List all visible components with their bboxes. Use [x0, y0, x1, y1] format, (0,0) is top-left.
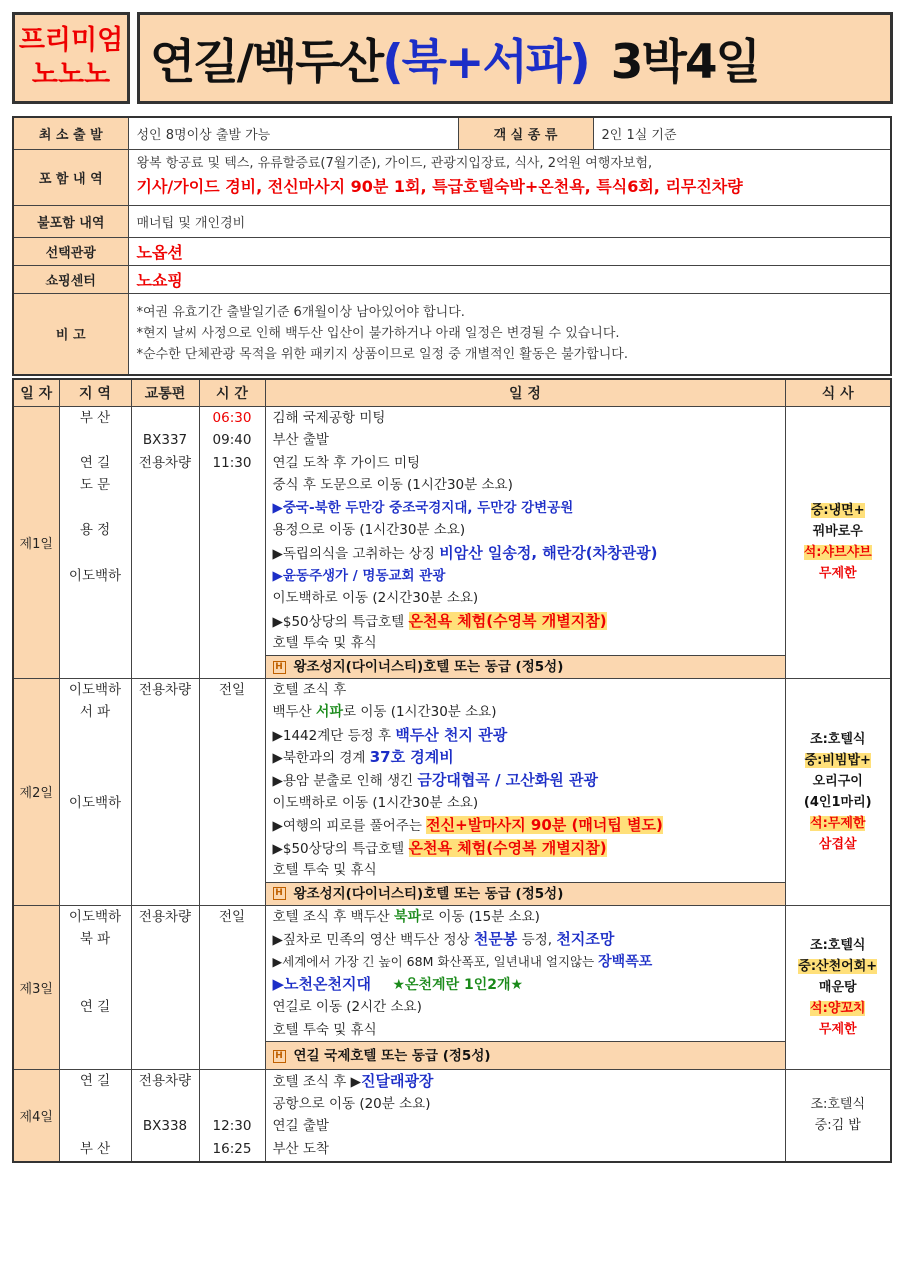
day1-meals: [785, 406, 891, 678]
itin-highlight: 천지조망: [556, 930, 615, 949]
shopping-value: 노쇼핑: [128, 265, 891, 293]
day4-itinerary: [265, 1070, 785, 1162]
time: 09:40: [212, 432, 252, 449]
itin-line: 용정으로 이동 (1시간30분 소요): [272, 522, 466, 539]
itin-highlight: ★온천계란 1인2개★: [392, 977, 524, 994]
title-part2: (북+서파): [382, 34, 589, 90]
day4-times: [199, 1070, 265, 1162]
day4-regions: [59, 1070, 131, 1162]
time: 11:30: [212, 454, 252, 471]
included-line1: 왕복 항공료 및 텍스, 유류할증료(7월기준), 가이드, 관광지입장료, 식사, 2억원 여행자보험,: [136, 156, 653, 171]
itin-line: 호텔 조식 후: [272, 681, 347, 698]
meal-line: 무제한: [818, 566, 857, 582]
itin-line: 호텔 투숙 및 휴식: [272, 1021, 377, 1038]
hotel-icon: H: [273, 887, 286, 900]
day1-transport: [131, 406, 199, 678]
itin-line: [266, 746, 785, 769]
itin-highlight: 백두산 천지 관광: [395, 725, 508, 744]
badge-line1: 프리미엄: [18, 25, 124, 56]
min-departure-value: 성인 8명이상 출발 가능: [128, 117, 458, 149]
region: 이도백하: [68, 794, 122, 811]
itin-line: [266, 906, 785, 929]
meal-line: 꿔바로우: [812, 524, 863, 540]
itin-line: 호텔 투숙 및 휴식: [272, 635, 377, 652]
time: 12:30: [212, 1118, 252, 1135]
excluded-value: 매너팁 및 개인경비: [128, 205, 891, 237]
itin-text: 백두산: [272, 704, 312, 721]
day3-times: [199, 905, 265, 1070]
meal-line: 매운탕: [818, 979, 857, 995]
itin-text: ▶용암 분출로 인해 생긴: [272, 773, 414, 789]
day3-row: [13, 905, 891, 1070]
itin-line: [266, 701, 785, 724]
region: 연 길: [79, 998, 111, 1015]
region: 연 길: [79, 454, 111, 471]
itin-text: ▶독립의식을 고취하는 상징: [272, 546, 435, 563]
meal-line: 석:무제한: [810, 815, 866, 831]
day4-row: [13, 1070, 891, 1162]
day4-label: 제4일: [13, 1070, 59, 1162]
region: 부 산: [79, 409, 111, 426]
itin-text: 로 이동 (15분 소요): [421, 908, 540, 925]
region: 부 산: [79, 1140, 111, 1157]
meal-line: 조:호텔식: [810, 731, 866, 747]
itin-highlight: 37호 경계비: [369, 748, 454, 767]
itin-text: 호텔 조식 후 백두산: [272, 908, 390, 925]
room-type-label: 객 실 종 류: [458, 117, 593, 149]
meal-line: 오리구이: [812, 773, 863, 789]
itin-text: ▶1442계단 등정 후: [272, 727, 392, 744]
day3-hotel: [266, 1041, 785, 1069]
day3-itinerary: [265, 905, 785, 1070]
itin-line: [266, 973, 785, 996]
schedule-table: [12, 378, 892, 1163]
min-departure-label: 최 소 출 발: [13, 117, 128, 149]
title-part3: 3박4일: [610, 34, 759, 90]
itin-text: ▶북한과의 경계: [272, 750, 366, 767]
meal-line: 중:비빔밥+: [804, 752, 871, 768]
itin-line: ▶중국-북한 두만강 중조국경지대, 두만강 강변공원: [272, 499, 574, 516]
itin-line: 이도백하로 이동 (2시간30분 소요): [272, 590, 479, 607]
itin-line: [266, 928, 785, 951]
header-time: 시 간: [199, 379, 265, 406]
itin-text: ▶짚차로 민족의 영산 백두산 정상: [272, 932, 470, 949]
transport: 전용차량: [138, 1073, 192, 1090]
header-meals: 식 사: [785, 379, 891, 406]
region: 이도백하: [68, 567, 122, 584]
region: 서 파: [79, 704, 111, 721]
itin-highlight: 진달래광장: [360, 1072, 434, 1091]
itin-line: 연길 도착 후 가이드 미팅: [272, 454, 421, 471]
note-line: *순수한 단체관광 목적을 위한 패키지 상품이므로 일정 중 개별적인 활동은 불가합니다.: [136, 347, 628, 363]
transport: 전용차량: [138, 908, 192, 925]
included-label: 포 함 내 역: [13, 149, 128, 205]
time: 전일: [218, 681, 246, 698]
day2-meals: [785, 678, 891, 905]
region: 용 정: [79, 522, 111, 539]
region: 북 파: [79, 931, 111, 948]
day2-row: [13, 678, 891, 905]
itin-highlight: 비암산 일송정, 해란강(차창관광): [439, 544, 658, 563]
hotel-name: 왕조성지(다이너스티)호텔 또는 동급 (정5성): [293, 659, 564, 676]
itin-line: 연길로 이동 (2시간 소요): [272, 998, 422, 1015]
optional-label: 선택관광: [13, 237, 128, 265]
day2-label: 제2일: [13, 678, 59, 905]
itin-highlight: 온천욕 체험(수영복 개별지참): [408, 838, 607, 857]
premium-badge: [12, 12, 130, 104]
meal-line: 중:산천어회+: [798, 958, 878, 974]
itin-line: 공항으로 이동 (20분 소요): [272, 1095, 431, 1112]
badge-line2: 노노노: [31, 59, 111, 90]
region: 이도백하: [68, 681, 122, 698]
meal-line: 중:냉면+: [810, 503, 865, 519]
day3-regions: [59, 905, 131, 1070]
day1-times: [199, 406, 265, 678]
notes-label: 비 고: [13, 293, 128, 375]
header-day: 일 자: [13, 379, 59, 406]
day1-hotel: [266, 655, 785, 678]
itin-line: ▶윤동주생가 / 명동교회 관광: [272, 567, 446, 584]
itin-line: 이도백하로 이동 (1시간30분 소요): [272, 794, 479, 811]
meal-line: 석:양꼬치: [810, 1000, 866, 1016]
region: 연 길: [79, 1073, 111, 1090]
day1-regions: [59, 406, 131, 678]
included-line2: 기사/가이드 경비, 전신마사지 90분 1회, 특급호텔숙박+온천욕, 특식6회, 리무진차량: [136, 177, 743, 196]
itin-line: 호텔 투숙 및 휴식: [272, 862, 377, 879]
transport: BX337: [142, 432, 188, 449]
itin-text: 로 이동 (1시간30분 소요): [342, 704, 497, 721]
itin-highlight: ▶노천온천지대: [272, 975, 371, 994]
transport: 전용차량: [138, 681, 192, 698]
transport: 전용차량: [138, 454, 192, 471]
itin-highlight: 천문봉: [473, 930, 518, 949]
itin-text: ▶세계에서 가장 긴 높이 68M 화산폭포, 일년내내 얼지않는: [272, 953, 595, 969]
day1-itinerary: [265, 406, 785, 678]
itin-text: 등정,: [521, 932, 553, 949]
hotel-icon: H: [273, 661, 286, 674]
meal-line: 중:김 밥: [814, 1118, 861, 1134]
title-part1: 연길/백두산: [150, 34, 383, 90]
day3-meals: [785, 905, 891, 1070]
itin-line: [266, 610, 785, 633]
itin-line: [266, 1070, 785, 1093]
note-line: *현지 날씨 사정으로 인해 백두산 입산이 불가하거나 아래 일정은 변경될 수 있습니다.: [136, 326, 620, 342]
day2-transport: [131, 678, 199, 905]
page-title: [137, 12, 893, 104]
itin-line: [266, 814, 785, 837]
info-table: [12, 116, 892, 376]
meal-line: 조:호텔식: [810, 1097, 866, 1113]
day4-transport: [131, 1070, 199, 1162]
transport: BX338: [142, 1118, 188, 1135]
itin-highlight: 장백폭포: [598, 953, 653, 970]
day2-hotel: [266, 882, 785, 905]
itin-highlight: 북파: [394, 908, 422, 925]
shopping-label: 쇼핑센터: [13, 265, 128, 293]
hotel-icon: H: [273, 1050, 286, 1063]
itin-line: [266, 724, 785, 747]
itin-line: 김해 국제공항 미팅: [272, 409, 386, 426]
region: 이도백하: [68, 908, 122, 925]
time: 16:25: [212, 1140, 252, 1157]
itin-text: 호텔 조식 후 ▶: [272, 1074, 361, 1091]
itin-highlight: 온천욕 체험(수영복 개별지참): [408, 611, 607, 630]
optional-value: 노옵션: [128, 237, 891, 265]
time: 06:30: [212, 409, 252, 426]
included-value: [128, 149, 891, 205]
itin-line: [266, 769, 785, 792]
hotel-name: 연길 국제호텔 또는 동급 (정5성): [293, 1048, 491, 1065]
hotel-name: 왕조성지(다이너스티)호텔 또는 동급 (정5성): [293, 885, 564, 902]
time: 전일: [218, 908, 246, 925]
meal-line: 무제한: [818, 1021, 857, 1037]
meal-line: 삼겹살: [818, 836, 857, 852]
meal-line: 조:호텔식: [810, 937, 866, 953]
day2-itinerary: [265, 678, 785, 905]
itin-highlight: 금강대협곡 / 고산화원 관광: [417, 771, 598, 789]
region: 도 문: [79, 477, 111, 494]
day2-times: [199, 678, 265, 905]
room-type-value: 2인 1실 기준: [593, 117, 891, 149]
itin-line: [266, 951, 785, 974]
itin-line: 부산 출발: [272, 432, 329, 449]
itin-line: 중식 후 도문으로 이동 (1시간30분 소요): [272, 477, 513, 494]
day1-row: [13, 406, 891, 678]
meal-line: (4인1마리): [803, 794, 872, 810]
header-transport: 교통편: [131, 379, 199, 406]
itin-highlight: 서파: [315, 704, 343, 721]
day4-meals: [785, 1070, 891, 1162]
itin-line: [266, 837, 785, 860]
notes-value: [128, 293, 891, 375]
itin-line: [266, 542, 785, 565]
header-region: 지 역: [59, 379, 131, 406]
excluded-label: 불포함 내역: [13, 205, 128, 237]
itin-line: 부산 도착: [272, 1140, 329, 1157]
header-itinerary: 일 정: [265, 379, 785, 406]
itin-text: ▶여행의 피로를 풀어주는: [272, 818, 422, 835]
itin-text: ▶$50상당의 특급호텔: [272, 840, 405, 857]
day2-regions: [59, 678, 131, 905]
day3-label: 제3일: [13, 905, 59, 1070]
note-line: *여권 유효기간 출발일기준 6개월이상 남아있어야 합니다.: [136, 305, 465, 321]
itin-highlight: 전신+발마사지 90분 (매너팁 별도): [426, 816, 663, 835]
itin-text: ▶$50상당의 특급호텔: [272, 613, 405, 630]
meal-line: 석:샤브샤브: [803, 545, 872, 561]
day1-label: 제1일: [13, 406, 59, 678]
itin-line: 연길 출발: [272, 1118, 329, 1135]
day3-transport: [131, 905, 199, 1070]
